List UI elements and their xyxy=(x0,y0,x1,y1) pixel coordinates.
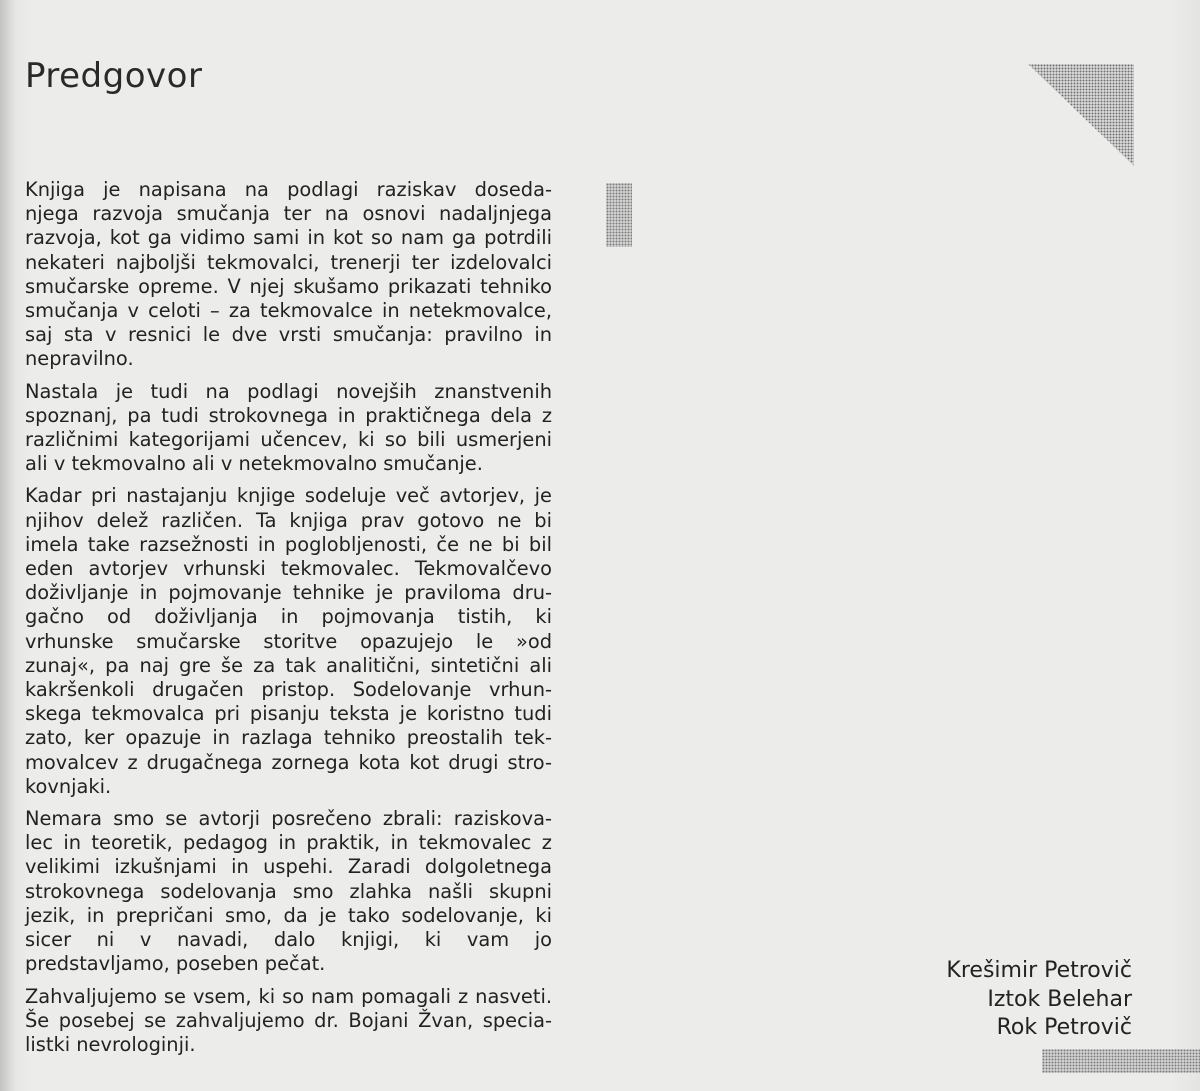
text-line: zato, ker opazuje in razlaga tehniko preostalih tek- xyxy=(25,726,552,750)
author-name: Iztok Belehar xyxy=(987,986,1132,1012)
text-line: nekateri najboljši tekmovalci, trenerji ter izdelovalci xyxy=(25,250,552,274)
text-line: Knjiga je napisana na podlagi raziskav doseda- xyxy=(25,178,552,201)
text-line: smučanja v celoti – za tekmovalce in netekmovalce, xyxy=(25,299,552,323)
text-line: kakršenkoli drugačen pristop. Sodelovanje vrhun- xyxy=(25,678,552,702)
text-line: različnimi kategorijami učencev, ki so bili usmerjeni xyxy=(25,428,552,452)
text-line: gačno od doživljanja in pojmovanja tistih, ki xyxy=(25,605,552,629)
gutter-shadow xyxy=(0,0,16,1091)
author-name: Krešimir Petrovič xyxy=(946,958,1132,983)
text-line: doživljanje in pojmovanje tehnike je praviloma dru- xyxy=(25,581,552,605)
text-line: spoznanj, pa tudi strokovnega in praktičnega dela z xyxy=(25,403,552,427)
preface-paragraph xyxy=(25,807,552,976)
preface-body xyxy=(25,178,552,1065)
text-line: skega tekmovalca pri pisanju teksta je koristno tudi xyxy=(25,702,552,726)
preface-paragraph xyxy=(25,985,552,1058)
text-line: ali v tekmovalno ali v netekmovalno smučanje. xyxy=(25,452,483,476)
text-line: imela take razsežnosti in poglobljenosti, če ne bi bil xyxy=(25,532,552,556)
text-line: predstavljamo, poseben pečat. xyxy=(25,952,326,976)
text-line: Nastala je tudi na podlagi novejših znanstvenih xyxy=(25,379,552,403)
text-line: smučarske opreme. V njej skušamo prikazati tehniko xyxy=(25,274,552,298)
text-line: njihov delež različen. Ta knjiga prav gotovo ne bi xyxy=(25,508,552,532)
text-line: zunaj«, pa naj gre še za tak analitični, sintetični ali xyxy=(25,653,552,677)
author-name: Rok Petrovič xyxy=(996,1015,1132,1040)
text-line: lec in teoretik, pedagog in praktik, in tekmovalec z xyxy=(25,831,552,855)
text-line: njega razvoja smučanja ter na osnovi nadaljnjega xyxy=(25,202,552,226)
text-line: razvoja, kot ga vidimo sami in kot so nam ga potrdili xyxy=(25,226,552,250)
text-line: eden avtorjev vrhunski tekmovalec. Tekmovalčevo xyxy=(25,557,552,581)
text-line: jezik, in prepričani smo, da je tako sodelovanje, ki xyxy=(25,903,552,927)
text-line: kovnjaki. xyxy=(25,774,112,798)
text-line: Nemara smo se avtorji posrečeno zbrali: raziskova- xyxy=(25,807,552,831)
text-line: velikimi izkušnjami in uspehi. Zaradi dolgoletnega xyxy=(25,855,552,879)
text-line: Kadar pri nastajanju knjige sodeluje več avtorjev, je xyxy=(25,484,552,508)
text-line: listki nevrologinji. xyxy=(25,1032,196,1056)
preface-paragraph xyxy=(25,178,552,372)
corner-triangle-ornament xyxy=(1028,64,1134,166)
text-line: Še posebej se zahvaljujemo dr. Bojani Žvan, specia- xyxy=(25,1008,552,1032)
text-line: strokovnega sodelovanja smo zlahka našli skupni xyxy=(25,879,552,903)
author-signature-block xyxy=(946,957,1132,1043)
text-line: Zahvaljujemo se vsem, ki so nam pomagali z nasveti. xyxy=(25,984,552,1008)
page-title: Predgovor xyxy=(25,56,203,96)
text-line: saj sta v resnici le dve vrsti smučanja: pravilno in xyxy=(25,323,552,347)
text-line: sicer ni v navadi, dalo knjigi, ki vam jo xyxy=(25,928,552,952)
halftone-bar-vertical xyxy=(606,183,632,247)
preface-paragraph xyxy=(25,380,552,477)
text-line: vrhunske smučarske storitve opazujejo le »od xyxy=(25,629,552,653)
text-line: movalcev z drugačnega zornega kota kot drugi stro- xyxy=(25,750,552,774)
preface-paragraph xyxy=(25,484,552,799)
text-line: nepravilno. xyxy=(25,347,134,371)
halftone-bar-bottom xyxy=(1042,1049,1200,1073)
